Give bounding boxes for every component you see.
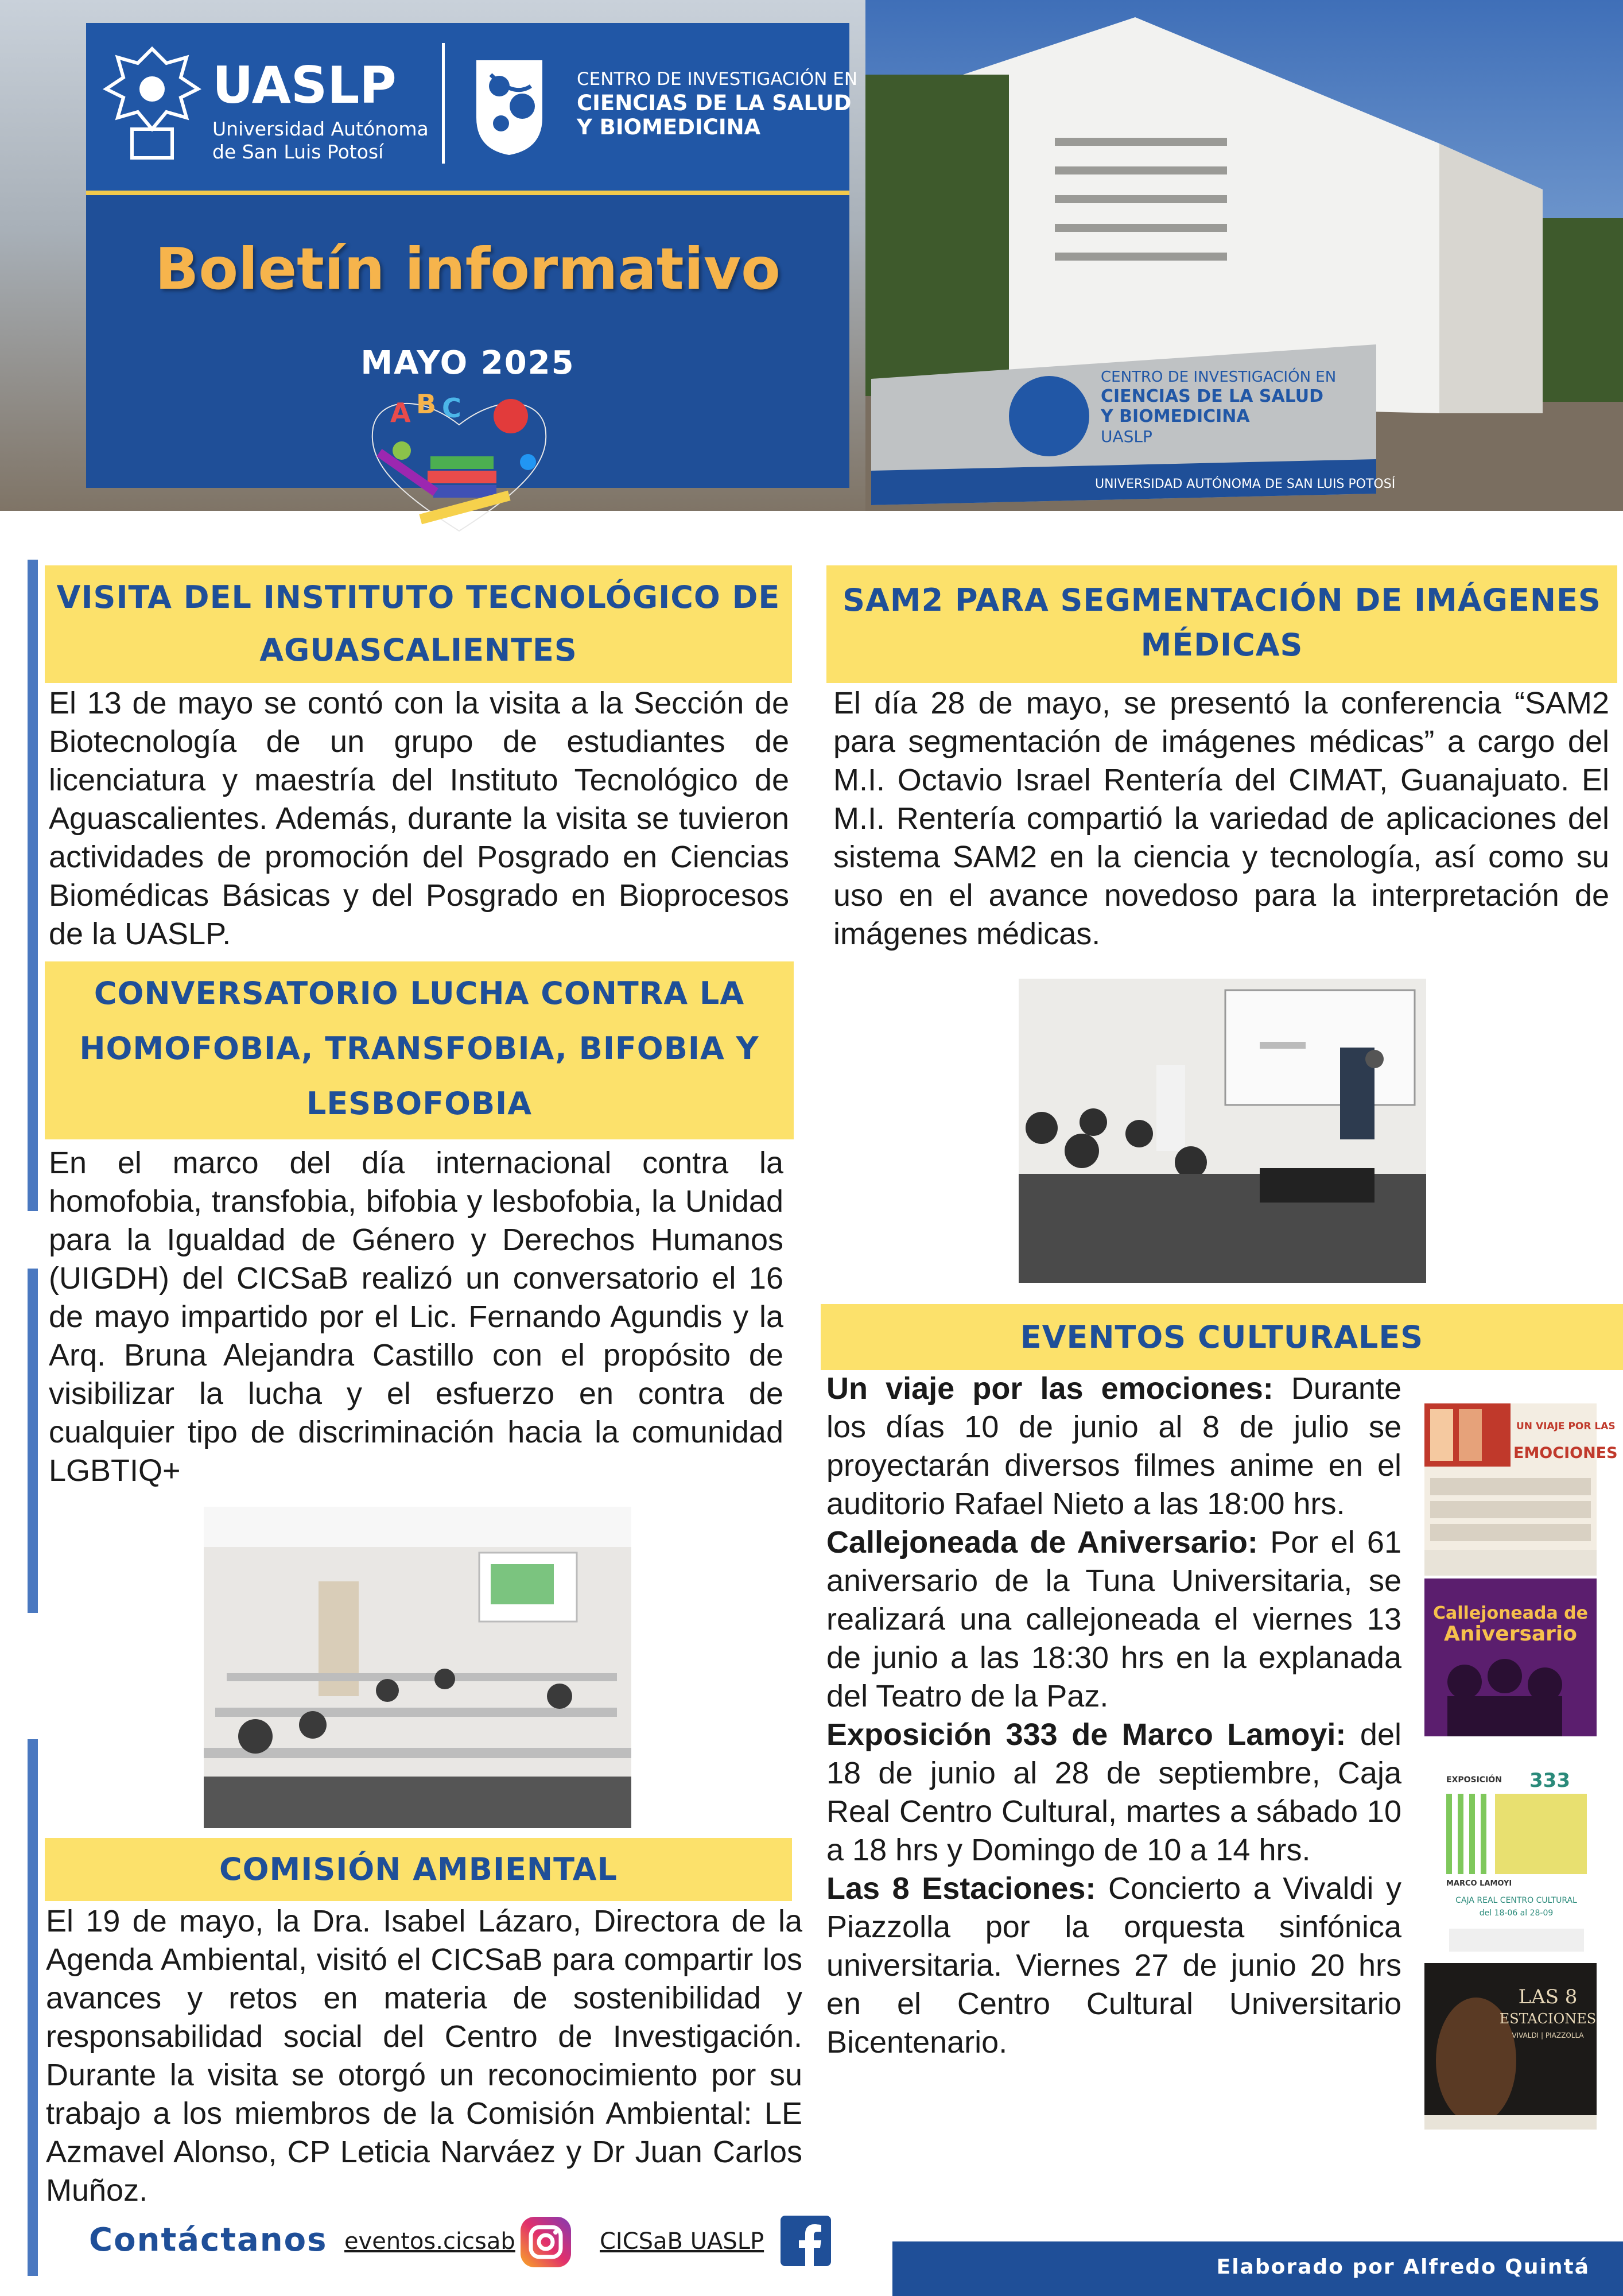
event-item	[826, 1716, 1401, 1870]
uaslp-name: UASLP	[212, 56, 397, 115]
event-name: Callejoneada de Aniversario:	[826, 1525, 1258, 1560]
photo-sign-line-5: UNIVERSIDAD AUTÓNOMA DE SAN LUIS POTOSÍ	[1095, 477, 1396, 491]
section-title-ambiental: COMISIÓN AMBIENTAL	[45, 1838, 792, 1901]
left-accent-bar-2	[28, 1269, 38, 1613]
instagram-icon[interactable]	[519, 2216, 572, 2268]
poster-4-line-2: ESTACIONES	[1499, 2011, 1597, 2027]
center-name-line-2: CIENCIAS DE LA SALUD	[577, 91, 852, 115]
photo-sign-line-1: CENTRO DE INVESTIGACIÓN EN	[1101, 369, 1337, 386]
section-body-itea: El 13 de mayo se contó con la visita a la Sección de Biotecnología de un grupo de estudiantes de licenciatura y maestría del Instituto Tecnológico de Aguascalientes. Además, durante la visita se tuvieron actividades de promoción del Posgrado en Ciencias Biomédicas Básicas y del Posgrado en Bioprocesos de la UASLP.	[49, 686, 789, 951]
poster-1-line-1: UN VIAJE POR LAS	[1516, 1421, 1616, 1432]
contact-label: Contáctanos	[89, 2221, 328, 2259]
poster-viaje-emociones	[1424, 1403, 1618, 1576]
section-title-sam2: SAM2 PARA SEGMENTACIÓN DE IMÁGENES MÉDICAS	[826, 565, 1617, 683]
section-title-itea: VISITA DEL INSTITUTO TECNOLÓGICO DE AGUASCALIENTES	[45, 565, 792, 683]
left-accent-bar-1	[28, 560, 38, 1211]
poster-2-line-1: Callejoneada de	[1433, 1603, 1588, 1623]
event-item	[826, 1523, 1401, 1716]
event-description: Por el 61 aniversario de la Tuna Universitaria, se realizará una callejoneada el viernes 13 de junio a las 18:30 hrs en la explanada del Teatro de la Paz.	[826, 1525, 1401, 1713]
section-body-ambiental: El 19 de mayo, la Dra. Isabel Lázaro, Directora de la Agenda Ambiental, visitó el CICSaB para compartir los avances y retos en materia de sostenibilidad y responsabilidad social del Centro de Investigación. Durante la visita se otorgó un reconocimiento por su trabajo a los miembros de la Comisión Ambiental: LE Azmavel Alonso, CP Leticia Narváez y Dr Juan Carlos Muñoz.	[46, 1904, 802, 2208]
bulletin-date: MAYO 2025	[360, 344, 575, 382]
facebook-link[interactable]: CICSaB UASLP	[600, 2228, 764, 2255]
event-name: Las 8 Estaciones:	[826, 1871, 1096, 1906]
poster-8-estaciones	[1424, 1963, 1597, 2130]
poster-3-dates: del 18-06 al 28-09	[1479, 1909, 1554, 1918]
event-name: Un viaje por las emociones:	[826, 1371, 1273, 1406]
poster-exposicion-333	[1443, 1771, 1590, 1957]
center-name-line-1: CENTRO DE INVESTIGACIÓN EN	[577, 69, 858, 90]
poster-3-artist: MARCO LAMOYI	[1446, 1879, 1512, 1888]
sam2-conference-photo	[1019, 979, 1426, 1283]
section-body-sam2: El día 28 de mayo, se presentó la conferencia “SAM2 para segmentación de imágenes médicas” a cargo del M.I. Octavio Israel Rentería del CIMAT, Guanajuato. El M.I. Rentería compartió la variedad de aplicaciones del sistema SAM2 en la ciencia y tecnología, así como su uso en el avance novedoso para la interpretación de imágenes médicas.	[833, 686, 1609, 951]
building-photo	[865, 0, 1623, 511]
svg-text:C: C	[442, 393, 461, 424]
poster-callejoneada	[1424, 1578, 1597, 1751]
instagram-link[interactable]: eventos.cicsab	[344, 2228, 515, 2255]
logo-divider	[442, 43, 445, 164]
bulletin-title: Boletín informativo	[155, 235, 781, 302]
school-supplies-illustration	[356, 382, 562, 540]
section-title-conversatorio: CONVERSATORIO LUCHA CONTRA LA HOMOFOBIA, TRANSFOBIA, BIFOBIA Y LESBOFOBIA	[45, 961, 794, 1139]
left-accent-bar-3	[28, 1739, 38, 2276]
center-name-line-3: Y BIOMEDICINA	[577, 115, 761, 139]
event-item	[826, 1870, 1401, 2062]
uaslp-subtitle-1: Universidad Autónoma	[212, 118, 429, 140]
event-item	[826, 1370, 1401, 1523]
uaslp-seal-icon	[100, 43, 204, 164]
poster-1-line-2: EMOCIONES	[1513, 1444, 1618, 1462]
poster-2-line-2: Aniversario	[1443, 1622, 1578, 1646]
photo-sign-line-3: Y BIOMEDICINA	[1101, 406, 1250, 426]
poster-4-line-3: VIVALDI | PIAZZOLLA	[1512, 2031, 1584, 2039]
poster-4-line-1: LAS 8	[1518, 1985, 1578, 2008]
photo-sign-line-2: CIENCIAS DE LA SALUD	[1101, 386, 1323, 406]
uaslp-subtitle-2: de San Luis Potosí	[212, 141, 384, 163]
facebook-icon[interactable]	[781, 2216, 831, 2266]
eventos-list	[826, 1370, 1401, 2062]
event-description: Durante los días 10 de junio al 8 de julio se proyectarán diversos filmes anime en el auditorio Rafael Nieto a las 18:00 hrs.	[826, 1371, 1401, 1521]
cicsab-logo-icon	[468, 52, 551, 158]
event-description: del 18 de junio al 28 de septiembre, Caja Real Centro Cultural, martes a sábado 10 a 18 hrs y Domingo de 10 a 14 hrs.	[826, 1717, 1401, 1867]
svg-text:A: A	[390, 397, 411, 428]
section-title-eventos: EVENTOS CULTURALES	[821, 1304, 1623, 1370]
section-body-conversatorio: En el marco del día internacional contra la homofobia, transfobia, bifobia y lesbofobia, la Unidad para la Igualdad de Género y Derechos Humanos (UIGDH) del CICSaB realizó un conversatorio el 16 de mayo impartido por el Lic. Fernando Agundis y la Arq. Bruna Alejandra Castillo con el propósito de visibilizar la lucha y el esfuerzo en contra de cualquier tipo de discriminación hacia la comunidad LGBTIQ+	[49, 1146, 783, 1488]
poster-3-venue: CAJA REAL CENTRO CULTURAL	[1455, 1896, 1577, 1905]
svg-text:B: B	[416, 389, 437, 420]
poster-3-label: EXPOSICIÓN	[1446, 1775, 1502, 1785]
event-description: Concierto a Vivaldi y Piazzolla por la orquesta sinfónica universitaria. Viernes 27 de junio 20 hrs en el Centro Cultural Universitario Bicentenario.	[826, 1871, 1401, 2060]
poster-3-number: 333	[1529, 1769, 1570, 1792]
footer-credit: Elaborado por Alfredo Quintá	[1216, 2255, 1590, 2279]
photo-sign-line-4: UASLP	[1101, 427, 1152, 446]
event-name: Exposición 333 de Marco Lamoyi:	[826, 1717, 1346, 1752]
conversatorio-photo	[204, 1507, 631, 1828]
